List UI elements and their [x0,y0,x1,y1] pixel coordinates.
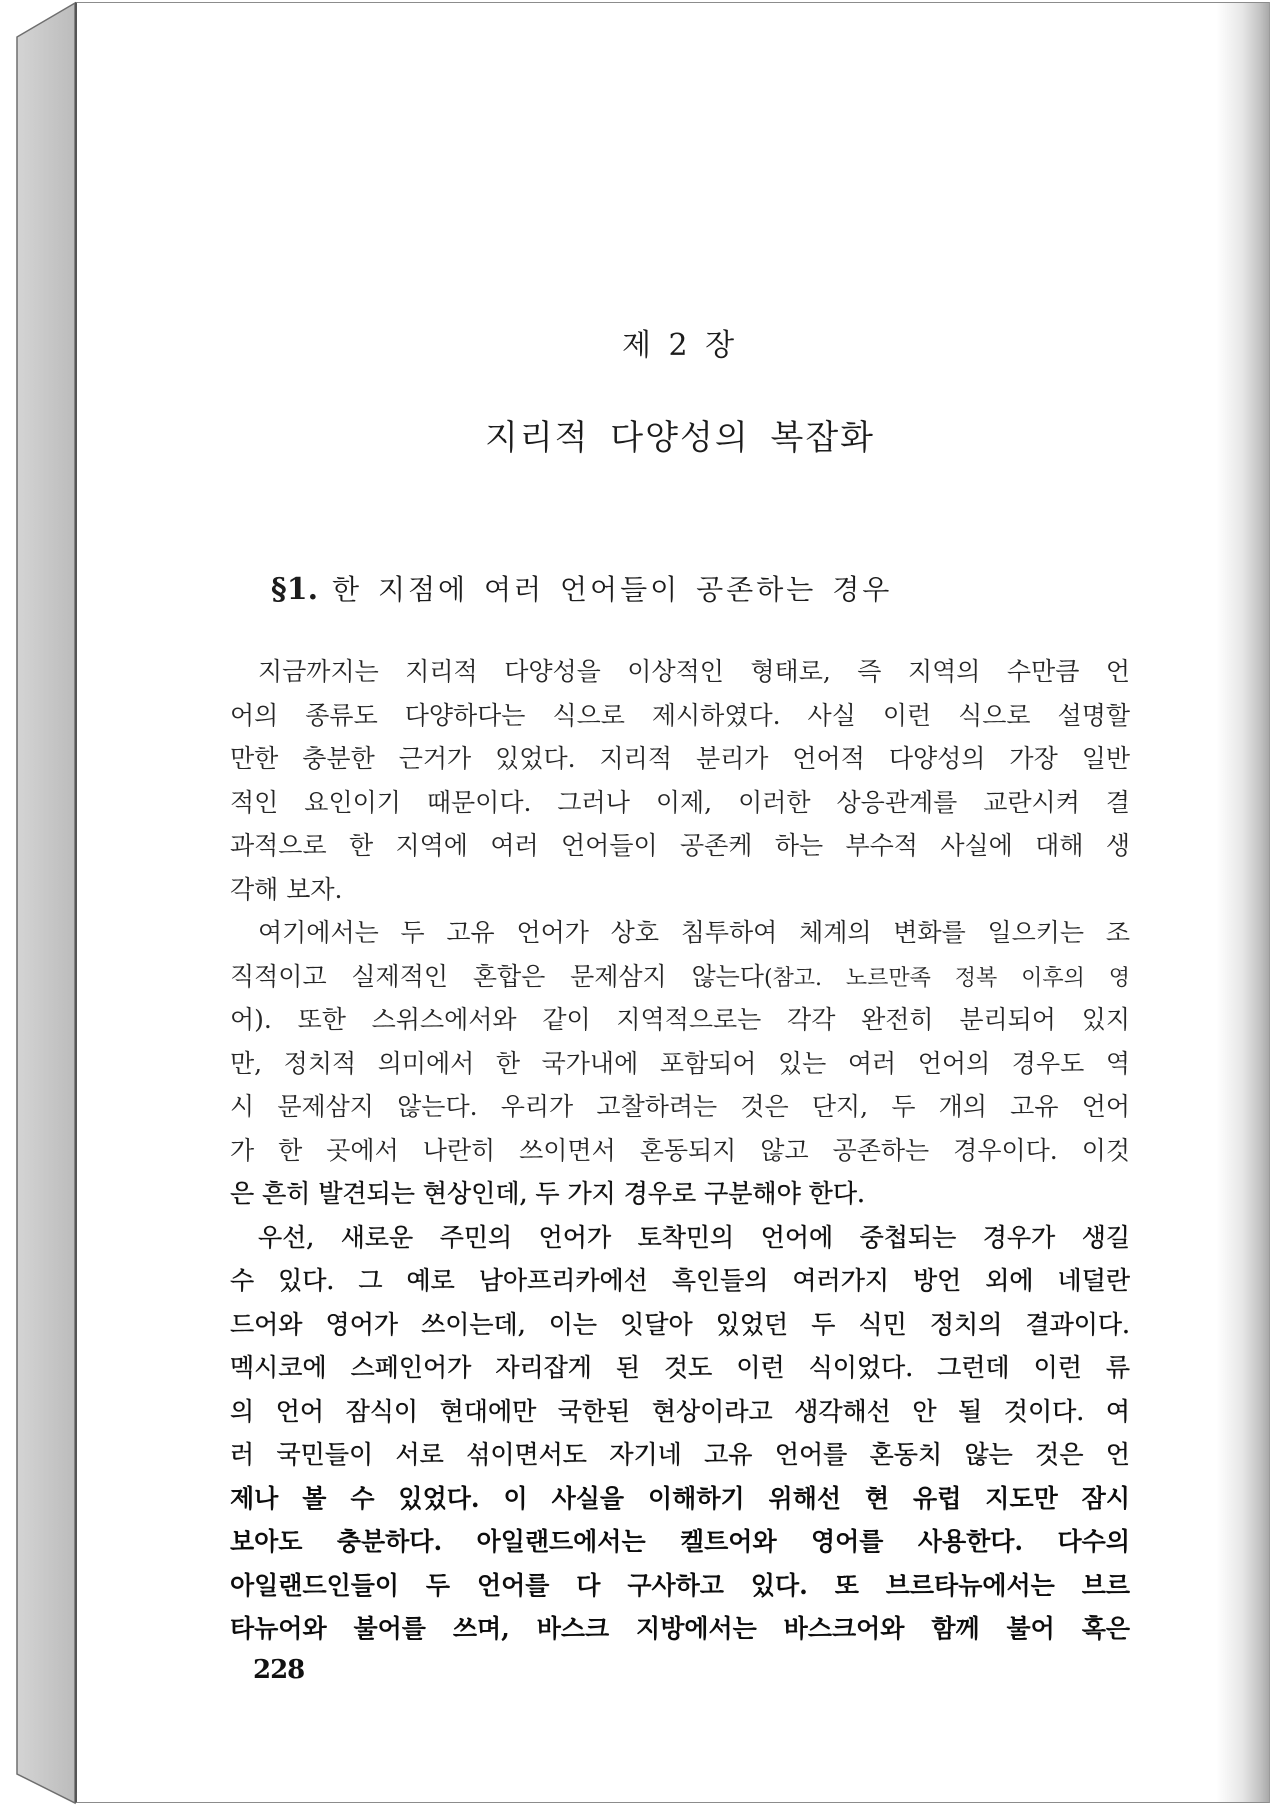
text-line: 가 한 곳에서 나란히 쓰이면서 혼동되지 않고 공존하는 경우이다. 이것 [230,1135,1130,1165]
section-marker: §1. [271,572,319,607]
text-line: 러 국민들이 서로 섞이면서도 자기네 고유 언어를 혼동치 않는 것은 언 [230,1440,1130,1469]
text-line: 여기에서는 두 고유 언어가 상호 침투하여 체계의 변화를 일으키는 조 [258,918,1130,947]
paragraph [230,911,1130,1216]
text-line: 수 있다. 그 예로 남아프리카에선 흑인들의 여러가지 방언 외에 네덜란 [230,1266,1130,1295]
text-line: 우선, 새로운 주민의 언어가 토착민의 언어에 중첩되는 경우가 생길 [258,1222,1130,1252]
text-line: 적인 요인이기 때문이다. 그러나 이제, 이러한 상응관계를 교란시켜 결 [230,787,1130,817]
paragraph [230,1216,1130,1651]
text-line: 만, 정치적 의미에서 한 국가내에 포함되어 있는 여러 언어의 경우도 역 [230,1048,1130,1078]
text-line: 어). 또한 스위스에서와 같이 지역적으로는 각각 완전히 분리되어 있지 [230,1005,1130,1034]
section-title: 한 지점에 여러 언어들이 공존하는 경우 [332,573,893,606]
text-line: 아일랜드인들이 두 언어를 다 구사하고 있다. 또 브르타뉴에서는 브르 [230,1570,1130,1600]
text-line [230,955,1130,999]
paragraph [230,650,1130,911]
text-line: 만한 충분한 근거가 있었다. 지리적 분리가 언어적 다양성의 가장 일반 [230,744,1130,773]
body-text [230,650,1130,1651]
chapter-label: 제 2 장 [621,328,739,363]
text-line: 과적으로 한 지역에 여러 언어들이 공존케 하는 부수적 사실에 대해 생 [230,831,1130,860]
text-line: 멕시코에 스페인어가 자리잡게 된 것도 이런 식이었다. 그런데 이런 류 [230,1353,1130,1382]
text-line: 은 흔히 발견되는 현상인데, 두 가지 경우로 구분해야 한다. [230,1179,865,1208]
text-line: 제나 볼 수 있었다. 이 사실을 이해하기 위해선 현 유럽 지도만 잠시 [230,1483,1130,1513]
text-line: 드어와 영어가 쓰이는데, 이는 잇달아 있었던 두 식민 정치의 결과이다. [230,1309,1130,1339]
text-line: 시 문제삼지 않는다. 우리가 고찰하려는 것은 단지, 두 개의 고유 언어 [230,1092,1130,1121]
text-line: 어의 종류도 다양하다는 식으로 제시하였다. 사실 이런 식으로 설명할 [230,700,1130,730]
chapter-title: 지리적 다양성의 복잡화 [484,418,876,458]
text-line: 각해 보자. [230,874,343,904]
text-line: 의 언어 잠식이 현대에만 국한된 현상이라고 생각해선 안 될 것이다. 여 [230,1396,1130,1426]
text-line: 지금까지는 지리적 다양성을 이상적인 형태로, 즉 지역의 수만큼 언 [258,657,1130,686]
text-line-note: (참고. 노르만족 정복 이후의 영 [763,965,1130,991]
section-heading [271,568,892,612]
text-line: 보아도 충분하다. 아일랜드에서는 켈트어와 영어를 사용한다. 다수의 [230,1527,1130,1556]
text-line: 타뉴어와 불어를 쓰며, 바스크 지방에서는 바스크어와 함께 불어 혹은 [230,1614,1130,1643]
page-number: 228 [253,1655,305,1685]
text-line-main: 직적이고 실제적인 혼합은 문제삼지 않는다 [230,961,764,991]
